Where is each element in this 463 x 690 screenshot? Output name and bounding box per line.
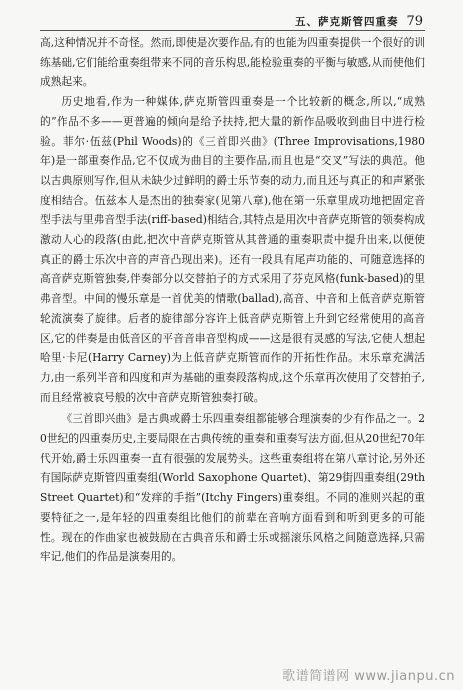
page-number: 79: [406, 14, 423, 29]
running-header: [295, 14, 423, 29]
header-rule: [40, 30, 425, 31]
watermark-logo: 歌谱简谱网 www.jianpu.cn: [282, 669, 455, 684]
paragraph-history: 历史地看,作为一种媒体,萨克斯管四重奏是一个比较新的概念,所以,“成熟的”作品不多——更普遍的倾向是给予扶持,把大量的新作品吸收到曲目中进行检验。菲尔·伍兹(Phil Woods)的《三首即兴曲》(Three Improvisations,1980年)是一部重奏作品,它不仅成为曲目的主要作品,而且也是“交叉”写法的典范。他以古典原则写作,但从未缺少过鲜明的爵士乐节奏的动力,而且还与真正的和声紧张度相结合。伍兹本人是杰出的独奏家(见第八章),他在第一乐章里成功地把固定音型手法与里弗音型手法(riff-based)相结合,其特点是用次中音萨克斯管的领奏构成激动人心的段落(由此,把次中音萨克斯管从其普通的重奏职责中提升出来,以便使真正的爵士乐次中音的声音凸现出来)。还有一段具有尾声功能的、可随意选择的高音萨克斯管独奏,伴奏部分以交替拍子的方式采用了芬克风格(funk-based)的里弗音型。中间的慢乐章是一首优美的情歌(ballad),高音、中音和上低音萨克斯管轮流演奏了旋律。后者的旋律部分容许上低音萨克斯管上升到它经常使用的高音区,它的伴奏是由低音区的平音音串音型构成——这是很有灵感的写法,它使人想起哈里·卡尼(Harry Carney)为上低音萨克斯管而作的开拓性作品。末乐章充满活力,由一系列半音和四度和声为基础的重奏段落构成,这个乐章再次使用了交替拍子,而且经常被哀号般的次中音萨克斯管独奏打破。: [40, 95, 425, 404]
paragraph-repertoire: 《三首即兴曲》是古典或爵士乐四重奏组都能够合理演奏的少有作品之一。20世纪的四重奏历史,主要局限在古典传统的重奏和重奏写法方面,但从20世纪70年代开始,爵士乐四重奏一直有很强的发展势头。这些重奏组将在第八章讨论,另外还有国际萨克斯管四重奏组(World Saxophone Quartet)、第29街四重奏组(29th Street Quartet)和“发痒的手指”(Itchy Fingers)重奏组。不同的准则兴起的重要特征之一,是年轻的四重奏组比他们的前辈在音响方面看到和听到更多的可能性。现在的作曲家也被鼓励在古典音乐和爵士乐或摇滚乐风格之间随意选择,只需牢记,他们的作品是演奏用的。: [40, 412, 425, 564]
paragraph-continued: 高,这种情况并不奇怪。然而,即使是次要作品,有的也能为四重奏提供一个很好的训练基础,它们能给重奏组带来不同的音乐构思,能检验重奏的平衡与敏感,从而使他们成熟起来。: [40, 36, 425, 89]
chapter-title: 五、萨克斯管四重奏: [294, 16, 399, 28]
page-body: [40, 33, 425, 567]
